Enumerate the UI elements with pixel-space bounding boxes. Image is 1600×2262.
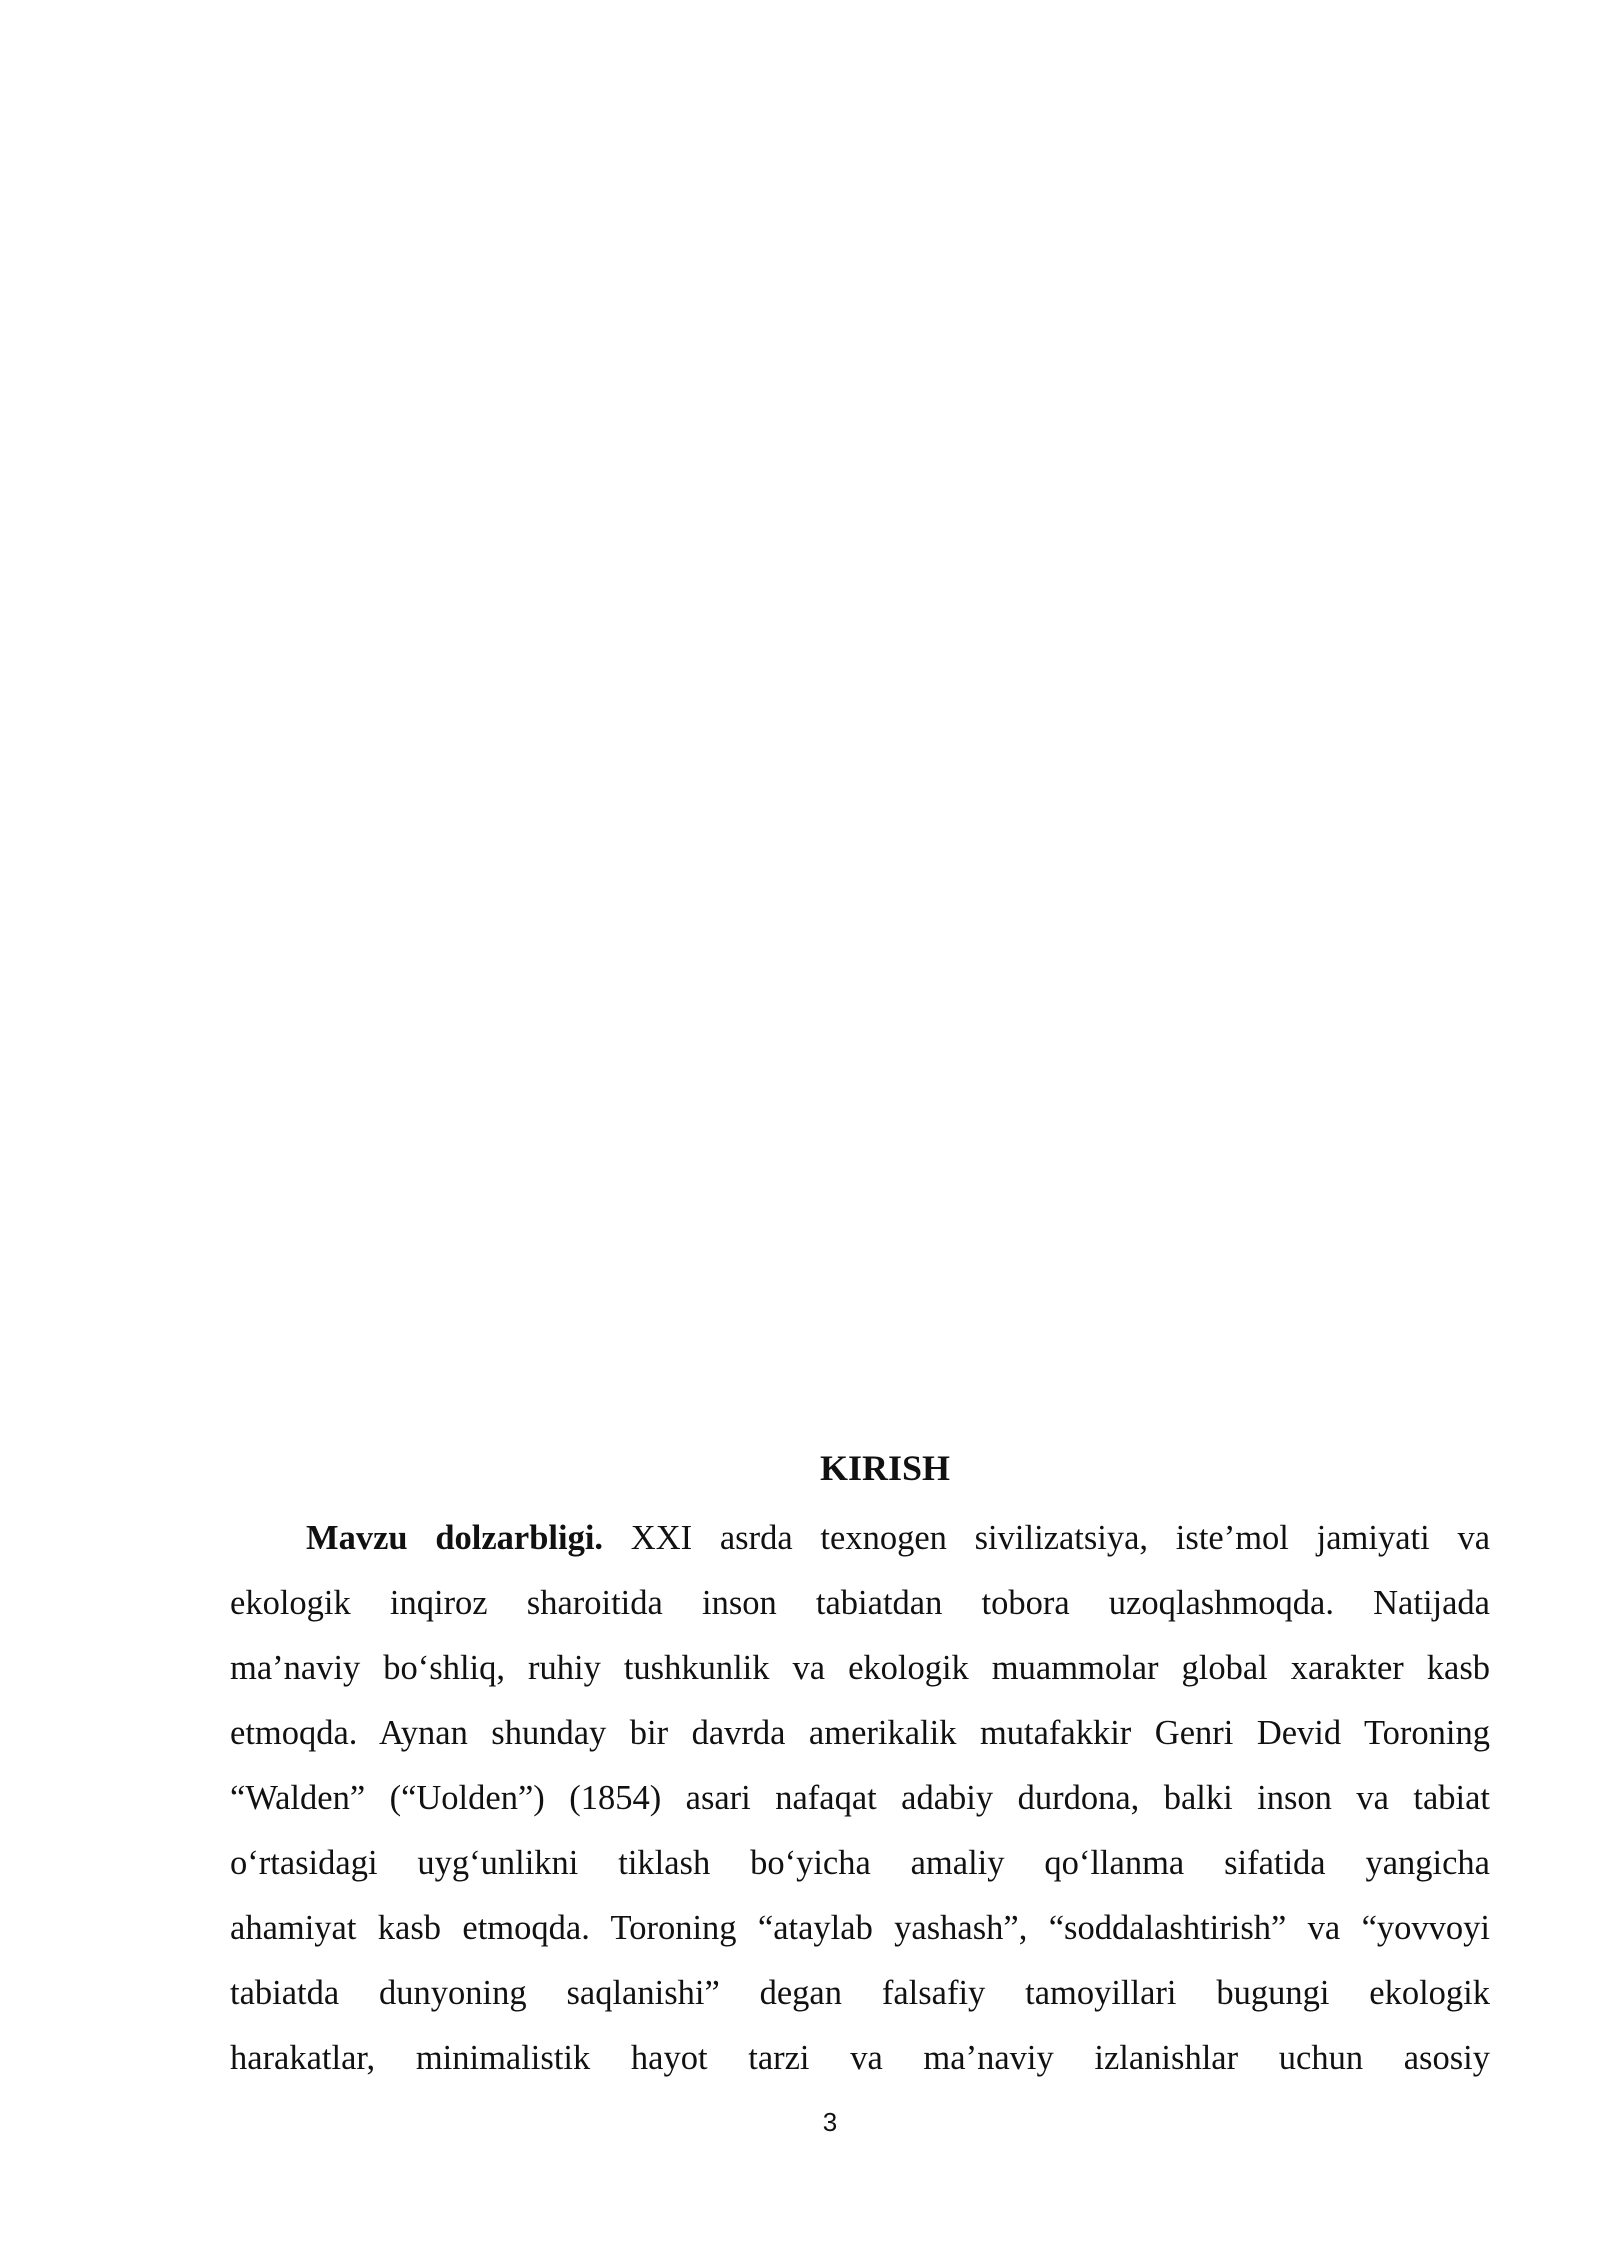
body-paragraph — [230, 1506, 1490, 2091]
paragraph-line-text: ma’naviy bo‘shliq, ruhiy tushkunlik va ekologik muammolar global xarakter kasb — [230, 1649, 1490, 1687]
paragraph-line-text: etmoqda. Aynan shunday bir davrda amerikalik mutafakkir Genri Devid Toroning — [230, 1714, 1490, 1752]
paragraph-line — [230, 1766, 1490, 1831]
paragraph-line — [230, 1636, 1490, 1701]
paragraph-line-text: XXI asrda texnogen sivilizatsiya, iste’mol jamiyati va — [603, 1519, 1491, 1557]
paragraph-line — [230, 1506, 1490, 1571]
paragraph-line-text: ekologik inqiroz sharoitida inson tabiatdan tobora uzoqlashmoqda. Natijada — [230, 1584, 1490, 1622]
paragraph-line — [230, 1961, 1490, 2026]
page-number: 3 — [822, 2107, 838, 2137]
paragraph-line-text: tabiatda dunyoning saqlanishi” degan falsafiy tamoyillari bugungi ekologik — [230, 1974, 1490, 2012]
paragraph-line-text: harakatlar, minimalistik hayot tarzi va ma’naviy izlanishlar uchun asosiy — [230, 2039, 1490, 2077]
paragraph-line-text: ahamiyat kasb etmoqda. Toroning “ataylab yashash”, “soddalashtirish” va “yovvoyi — [230, 1909, 1490, 1947]
paragraph-line — [230, 1701, 1490, 1766]
paragraph-line — [230, 1896, 1490, 1961]
paragraph-lead: Mavzu dolzarbligi. — [306, 1519, 604, 1557]
paragraph-line-text: o‘rtasidagi uyg‘unlikni tiklash bo‘yicha amaliy qo‘llanma sifatida yangicha — [230, 1844, 1490, 1882]
paragraph-line-text: “Walden” (“Uolden”) (1854) asari nafaqat adabiy durdona, balki inson va tabiat — [230, 1779, 1490, 1817]
paragraph-line — [230, 1571, 1490, 1636]
paragraph-line — [230, 2026, 1490, 2091]
paragraph-line — [230, 1831, 1490, 1896]
section-heading: KIRISH — [819, 1448, 951, 1488]
